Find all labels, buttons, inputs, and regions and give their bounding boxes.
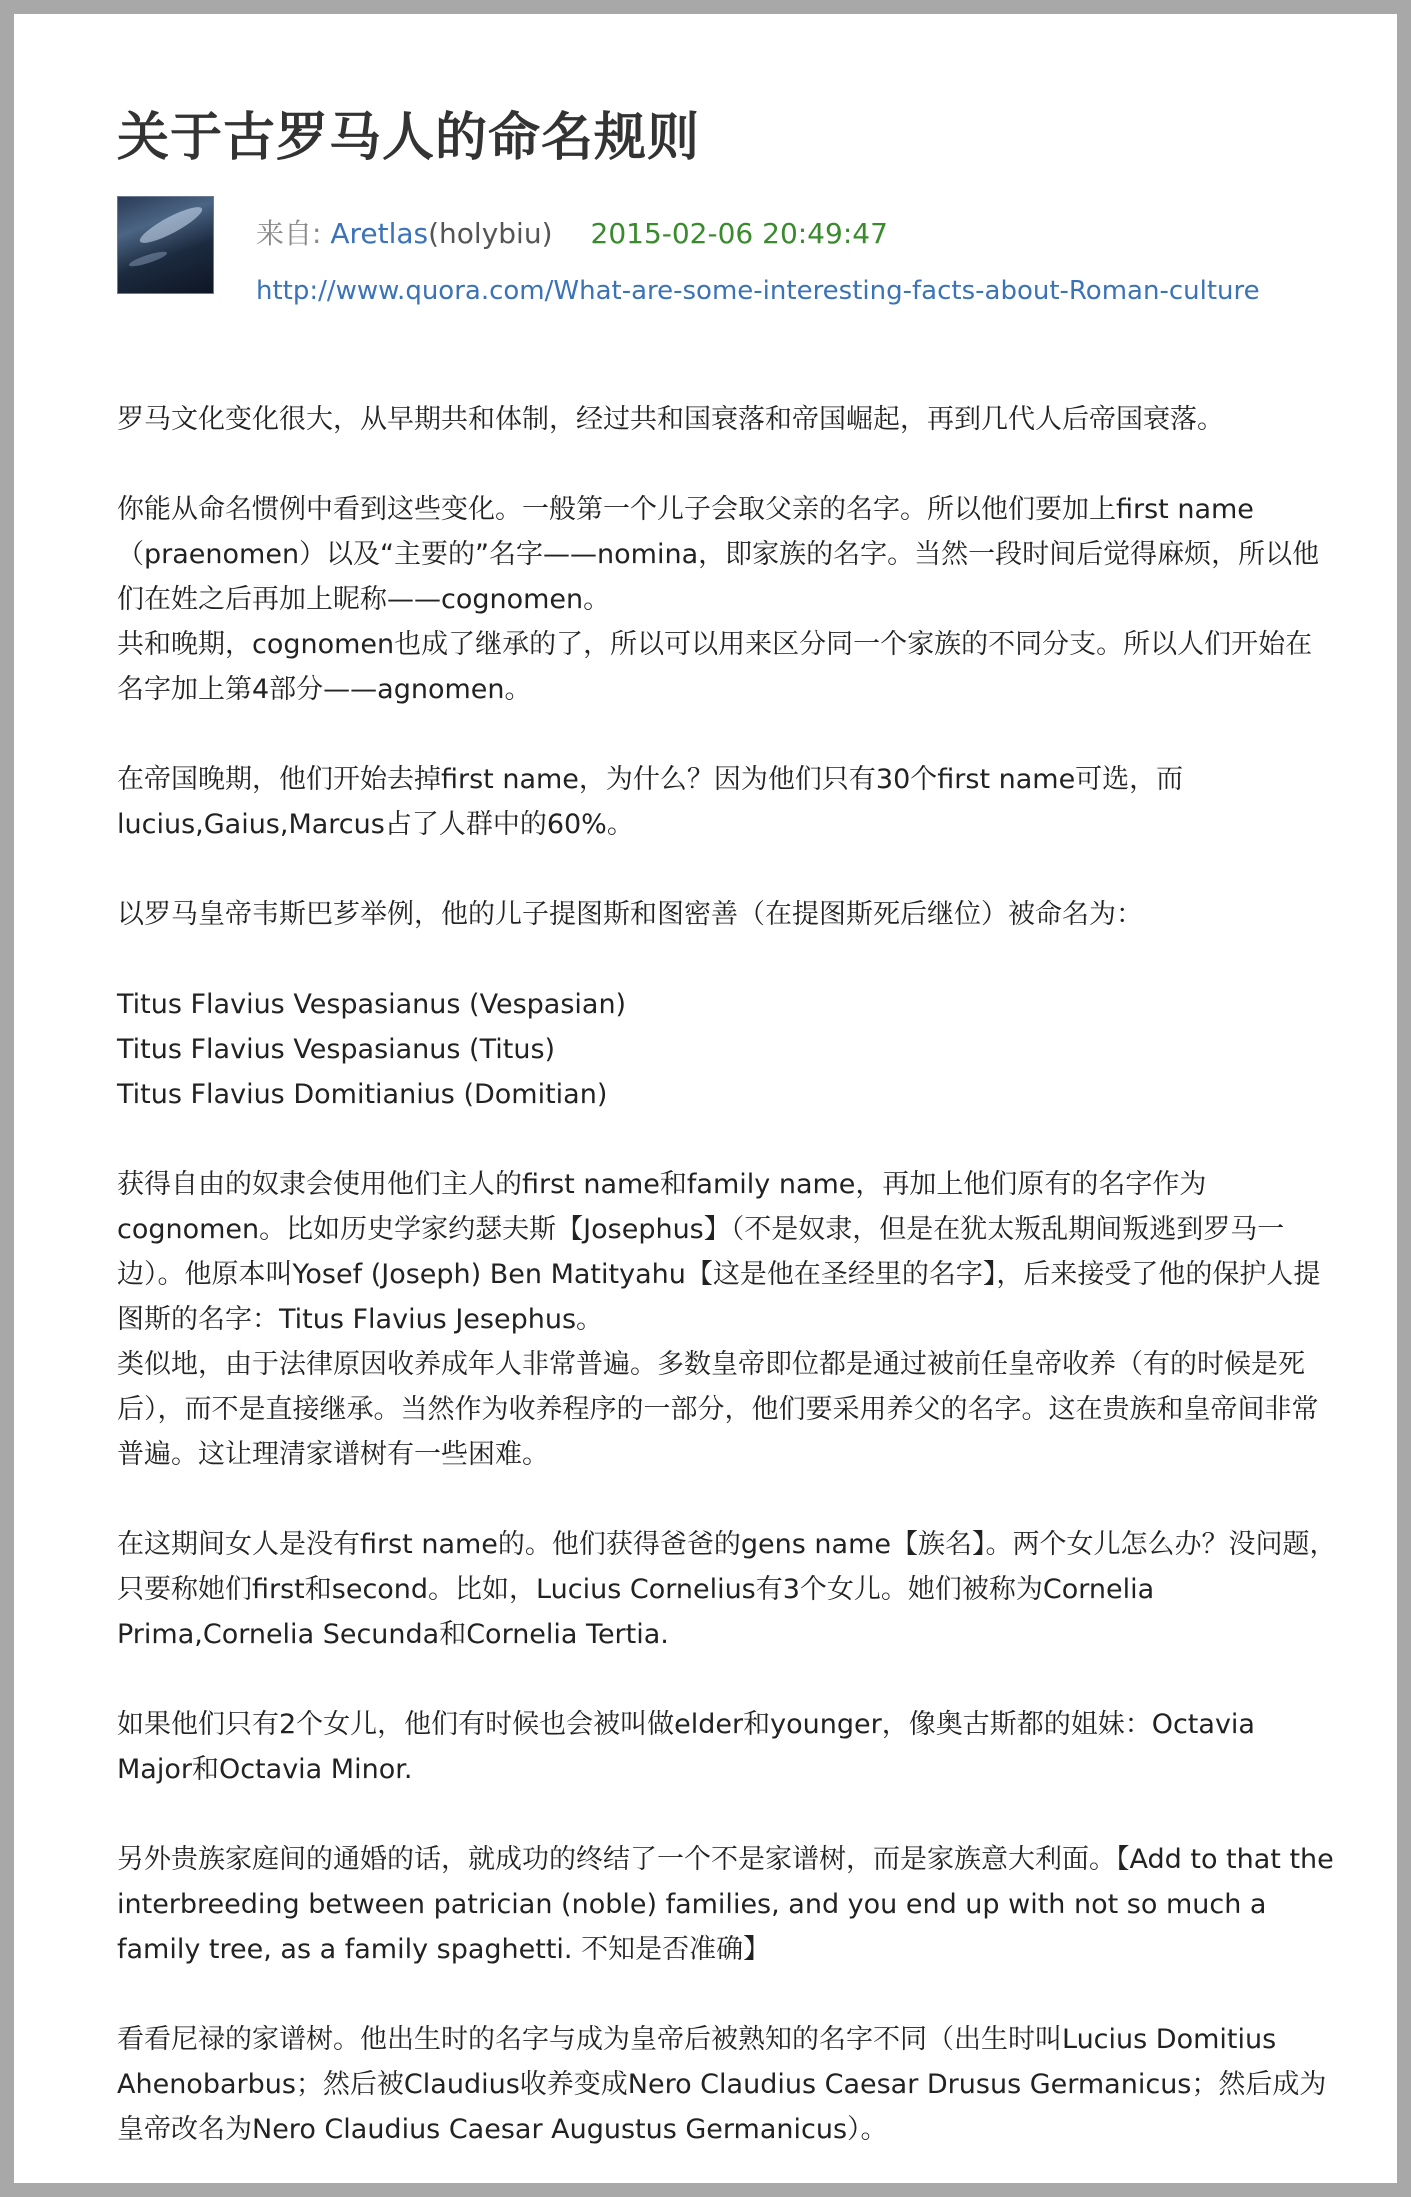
from-label: 来自: [256, 217, 331, 250]
paragraph-5: 以罗马皇帝韦斯巴芗举例，他的儿子提图斯和图密善（在提图斯死后继位）被命名为： [117, 899, 1143, 930]
paragraph-7: 类似地，由于法律原因收养成年人非常普遍。多数皇帝即位都是通过被前任皇帝收养（有的时候是死后），而不是直接继承。当然作为收养程序的一部分，他们要采用养父的名字。这在贵族和皇帝间非常普遍。这让理清家谱树有一些困难。 [117, 1349, 1319, 1470]
author-link[interactable]: Aretlas [330, 217, 429, 250]
article-body [117, 397, 1337, 2152]
name-domitian: Titus Flavius Domitianius (Domitian) [117, 1079, 608, 1110]
author-uid: (holybiu) [428, 217, 553, 250]
names-list [117, 982, 1337, 1117]
page-title: 关于古罗马人的命名规则 [117, 108, 701, 168]
galaxy-avatar-icon[interactable] [117, 196, 214, 294]
paragraph-3: 共和晚期，cognomen也成了继承的了，所以可以用来区分同一个家族的不同分支。所以人们开始在名字加上第4部分——agnomen。 [117, 629, 1313, 705]
paragraph-9: 如果他们只有2个女儿，他们有时候也会被叫做elder和younger，像奥古斯都的姐妹：Octavia Major和Octavia Minor. [117, 1709, 1255, 1785]
paragraph-2: 你能从命名惯例中看到这些变化。一般第一个儿子会取父亲的名字。所以他们要加上first name（praenomen）以及“主要的”名字——nomina，即家族的名字。当然一段时间后觉得麻烦，所以他们在姓之后再加上昵称——cognomen。 [117, 494, 1320, 615]
paragraph-11: 看看尼禄的家谱树。他出生时的名字与成为皇帝后被熟知的名字不同（出生时叫Lucius Domitius Ahenobarbus；然后被Claudius收养变成Nero Claudius Caesar Drusus Germanicus；然后成为皇帝改名为Nero Claudius Caesar Augustus Germanicus）。 [117, 2024, 1327, 2145]
avatar-galaxy-streak [136, 202, 205, 249]
avatar-galaxy-streak-small [128, 249, 169, 269]
paragraph-10: 另外贵族家庭间的通婚的话，就成功的终结了一个不是家谱树，而是家族意大利面。【Add to that the interbreeding between patrician (noble) families, and you end up with not so much a family tree, as a family spaghetti. 不知是否准确】 [117, 1844, 1334, 1965]
name-titus: Titus Flavius Vespasianus (Titus) [117, 1034, 556, 1065]
source-url-link[interactable]: http://www.quora.com/What-are-some-interesting-facts-about-Roman-culture [256, 276, 1260, 306]
post-date: 2015-02-06 20:49:47 [590, 217, 888, 250]
paragraph-8: 在这期间女人是没有first name的。他们获得爸爸的gens name【族名】。两个女儿怎么办？没问题，只要称她们first和second。比如，Lucius Cornelius有3个女儿。她们被称为Cornelia Prima,Cornelia Secunda和Cornelia Tertia. [117, 1529, 1337, 1650]
post-meta [256, 214, 888, 254]
paragraph-6: 获得自由的奴隶会使用他们主人的first name和family name，再加上他们原有的名字作为cognomen。比如历史学家约瑟夫斯【Josephus】（不是奴隶，但是在犹太叛乱期间叛逃到罗马一边）。他原本叫Yosef (Joseph) Ben Matityahu【这是他在圣经里的名字】，后来接受了他的保护人提图斯的名字：Titus Flavius Jesephus。 [117, 1169, 1321, 1335]
name-vespasian: Titus Flavius Vespasianus (Vespasian) [117, 989, 627, 1020]
paragraph-4: 在帝国晚期，他们开始去掉first name，为什么？因为他们只有30个first name可选，而lucius,Gaius,Marcus占了人群中的60%。 [117, 764, 1184, 840]
paragraph-1: 罗马文化变化很大，从早期共和体制，经过共和国衰落和帝国崛起，再到几代人后帝国衰落。 [117, 404, 1224, 435]
